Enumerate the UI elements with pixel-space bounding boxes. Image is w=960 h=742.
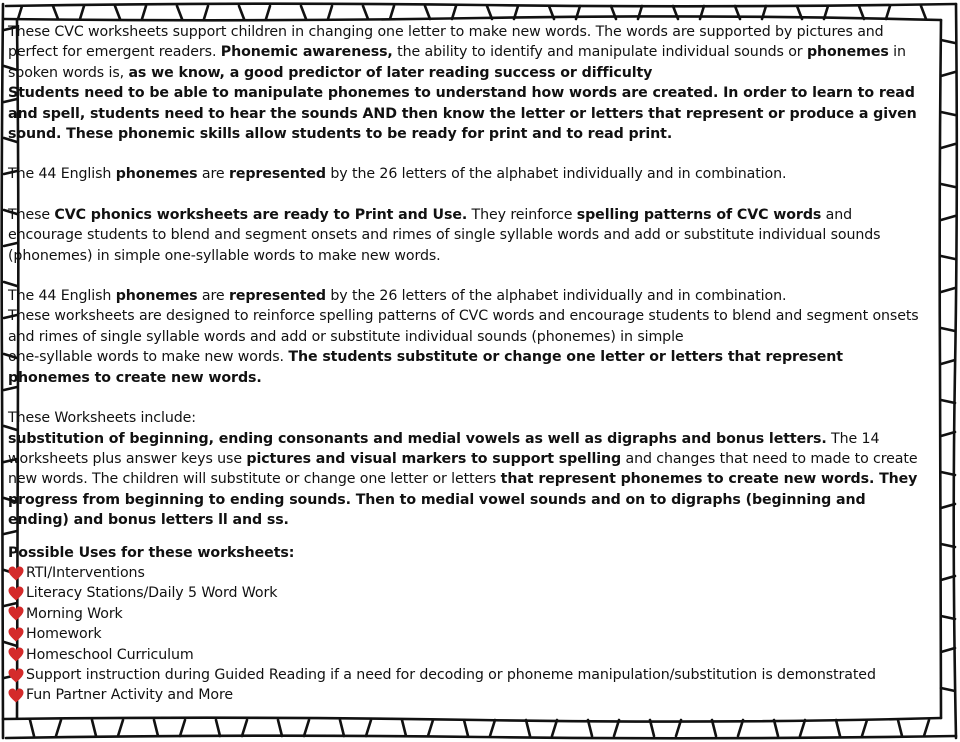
text-run: are [197, 166, 229, 183]
intro-text-3: in spoken words is, [8, 44, 906, 81]
text-run: by the 26 letters of the alphabet individually and in combination. [325, 288, 787, 305]
list-item-label: Fun Partner Activity and More [26, 687, 233, 704]
phonemes-term: phonemes [806, 44, 889, 61]
substitution-term: substitution of beginning, ending consonants and medial vowels as well as digraphs and bonus letters. [8, 430, 827, 447]
spacer [8, 266, 926, 286]
intro-text-2: the ability to identify and manipulate individual sounds or [392, 44, 807, 61]
heart-icon [8, 566, 24, 581]
phonemes-paragraph-2 [8, 286, 926, 306]
text-run: are [197, 288, 229, 305]
document-body [8, 22, 926, 706]
predictor-text: as we know, a good predictor of later reading success or difficulty [128, 64, 653, 81]
list-item-label: Homeschool Curriculum [26, 646, 194, 663]
spacer [8, 388, 926, 408]
intro-paragraph [8, 22, 926, 83]
list-item-label: Support instruction during Guided Reading if a need for decoding or phoneme manipulation/substitution is demonstrated [26, 666, 876, 683]
substitute-text: The students substitute or change one letter or letters that represent phonemes to create new words. [8, 349, 843, 386]
spacer [8, 144, 926, 164]
intro-text: These CVC worksheets support children in changing one letter to make new words. The words are supported by pictures and perfect for emergent readers. [8, 24, 884, 61]
represented-term: represented [228, 166, 326, 183]
list-item [8, 624, 926, 644]
text-run: These [8, 206, 55, 223]
text-run: and changes that need to made to create new words. The children will substitute or change one letter or letters [8, 450, 918, 488]
text-run: and encourage students to blend and segment onsets and rimes of single syllable words and add or substitute individual sounds (phonemes) in simple one-syllable words to make new words. [8, 206, 881, 264]
list-item [8, 604, 926, 624]
phonemes-term: phonemes [115, 166, 198, 183]
list-item [8, 563, 926, 583]
print-use-term: CVC phonics worksheets are ready to Print and Use. [54, 206, 468, 223]
list-item-label: Morning Work [26, 605, 123, 622]
heart-icon [8, 627, 24, 642]
uses-list [8, 563, 926, 706]
include-heading: These Worksheets include: [8, 410, 196, 427]
text-run: These worksheets are designed to reinforce spelling patterns of CVC words and encourage students to blend and segment onsets and rimes of single syllable words and add or substitute individual sounds (phonemes) in simple [8, 308, 919, 345]
list-item [8, 685, 926, 705]
heart-icon [8, 586, 24, 601]
designed-paragraph [8, 306, 926, 388]
progress-text: that represent phonemes to create new words. They progress from beginning to ending sounds. Then to medial vowel sounds and on to digraphs (beginning and ending) and bonus letters ll and ss. [8, 471, 918, 529]
phonemes-paragraph [8, 164, 926, 184]
uses-heading [8, 543, 926, 563]
text-run: one-syllable words to make new words. [8, 349, 289, 366]
list-item [8, 583, 926, 603]
text-run: They reinforce [467, 206, 577, 223]
heart-icon [8, 647, 24, 662]
uses-heading-text: Possible Uses for these worksheets: [8, 544, 295, 561]
include-paragraph [8, 429, 926, 531]
heart-icon [8, 688, 24, 703]
text-run: The 44 English [8, 288, 116, 305]
list-item-label: Literacy Stations/Daily 5 Word Work [26, 585, 278, 602]
spacer [8, 531, 926, 543]
list-item-label: RTI/Interventions [26, 564, 145, 581]
manipulate-paragraph [8, 83, 926, 144]
spacer [8, 185, 926, 205]
text-run: by the 26 letters of the alphabet individually and in combination. [325, 166, 787, 183]
manipulate-text: Students need to be able to manipulate phonemes to understand how words are created. In order to learn to read and spell, students need to hear the sounds AND then know the letter or letters that represent or produce a given sound. These phonemic skills allow students to be ready for print and to read print. [8, 85, 917, 143]
pictures-term: pictures and visual markers to support spelling [246, 450, 622, 467]
spelling-patterns-term: spelling patterns of CVC words [576, 206, 822, 223]
heart-icon [8, 668, 24, 683]
text-run: The 14 worksheets plus answer keys use [8, 430, 880, 467]
phonemic-awareness-term: Phonemic awareness, [220, 44, 393, 61]
list-item-label: Homework [26, 626, 102, 643]
text-run: The 44 English [8, 166, 116, 183]
represented-term: represented [228, 288, 326, 305]
list-item [8, 645, 926, 665]
phonemes-term: phonemes [115, 288, 198, 305]
heart-icon [8, 606, 24, 621]
print-use-paragraph [8, 205, 926, 266]
list-item [8, 665, 926, 685]
